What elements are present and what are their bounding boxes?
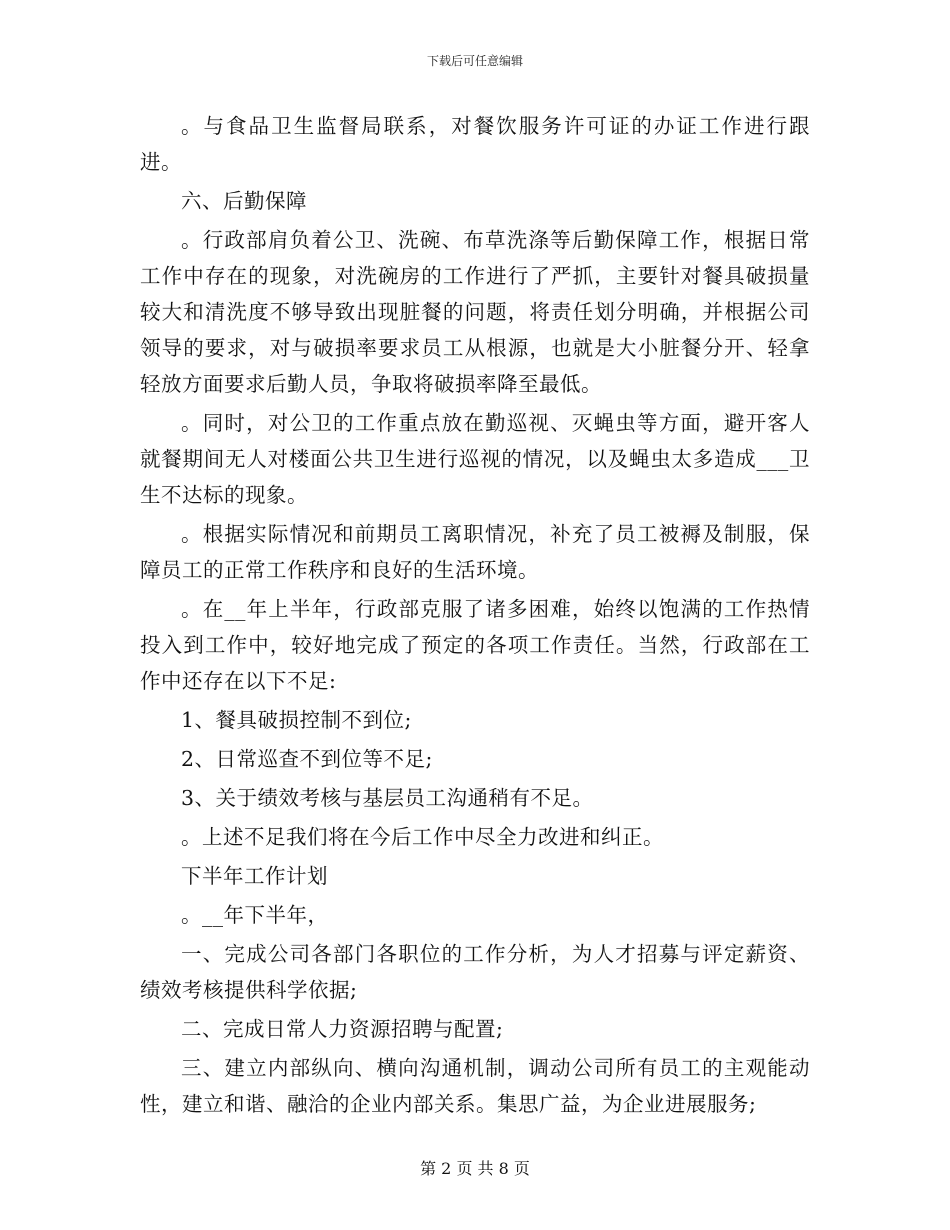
paragraph: 。与食品卫生监督局联系，对餐饮服务许可证的办证工作进行跟进。 (140, 114, 810, 174)
paragraph: 。根据实际情况和前期员工离职情况，补充了员工被褥及制服，保障员工的正常工作秩序和良好的生活环境。 (140, 522, 810, 582)
list-item: 1、餐具破损控制不到位; (181, 708, 412, 732)
paragraph: 。行政部肩负着公卫、洗碗、布草洗涤等后勤保障工作，根据日常工作中存在的现象，对洗碗房的工作进行了严抓，主要针对餐具破损量较大和清洗度不够导致出现脏餐的问题，将责任划分明确，并根据公司领导的要求，对与破损率要求员工从根源，也就是大小脏餐分开、轻拿轻放方面要求后勤人员，争取将破损率降至最低。 (140, 228, 810, 396)
document-body (140, 108, 810, 1125)
list-item: 二、完成日常人力资源招聘与配置; (181, 1017, 504, 1041)
paragraph: 。__年下半年， (181, 903, 329, 927)
paragraph: 。同时，对公卫的工作重点放在勤巡视、灭蝇虫等方面，避开客人就餐期间无人对楼面公共卫生进行巡视的情况，以及蝇虫太多造成___卫生不达标的现象。 (140, 411, 810, 507)
list-item: 三、建立内部纵向、横向沟通机制，调动公司所有员工的主观能动性，建立和谐、融洽的企业内部关系。集思广益，为企业进展服务; (140, 1056, 810, 1116)
section-heading: 下半年工作计划 (181, 864, 328, 888)
page-footer: 第 2 页 共 8 页 (420, 1159, 530, 1178)
list-item: 2、日常巡查不到位等不足; (181, 747, 433, 771)
list-item: 一、完成公司各部门各职位的工作分析，为人才招募与评定薪资、绩效考核提供科学依据; (140, 942, 810, 1002)
paragraph: 。上述不足我们将在今后工作中尽全力改进和纠正。 (181, 825, 664, 849)
paragraph: 。在__年上半年，行政部克服了诸多困难，始终以饱满的工作热情投入到工作中，较好地完成了预定的各项工作责任。当然，行政部在工作中还存在以下不足: (140, 597, 810, 693)
list-item: 3、关于绩效考核与基层员工沟通稍有不足。 (181, 786, 594, 810)
section-heading: 六、后勤保障 (181, 189, 307, 213)
page-header: 下载后可任意编辑 (426, 54, 523, 68)
